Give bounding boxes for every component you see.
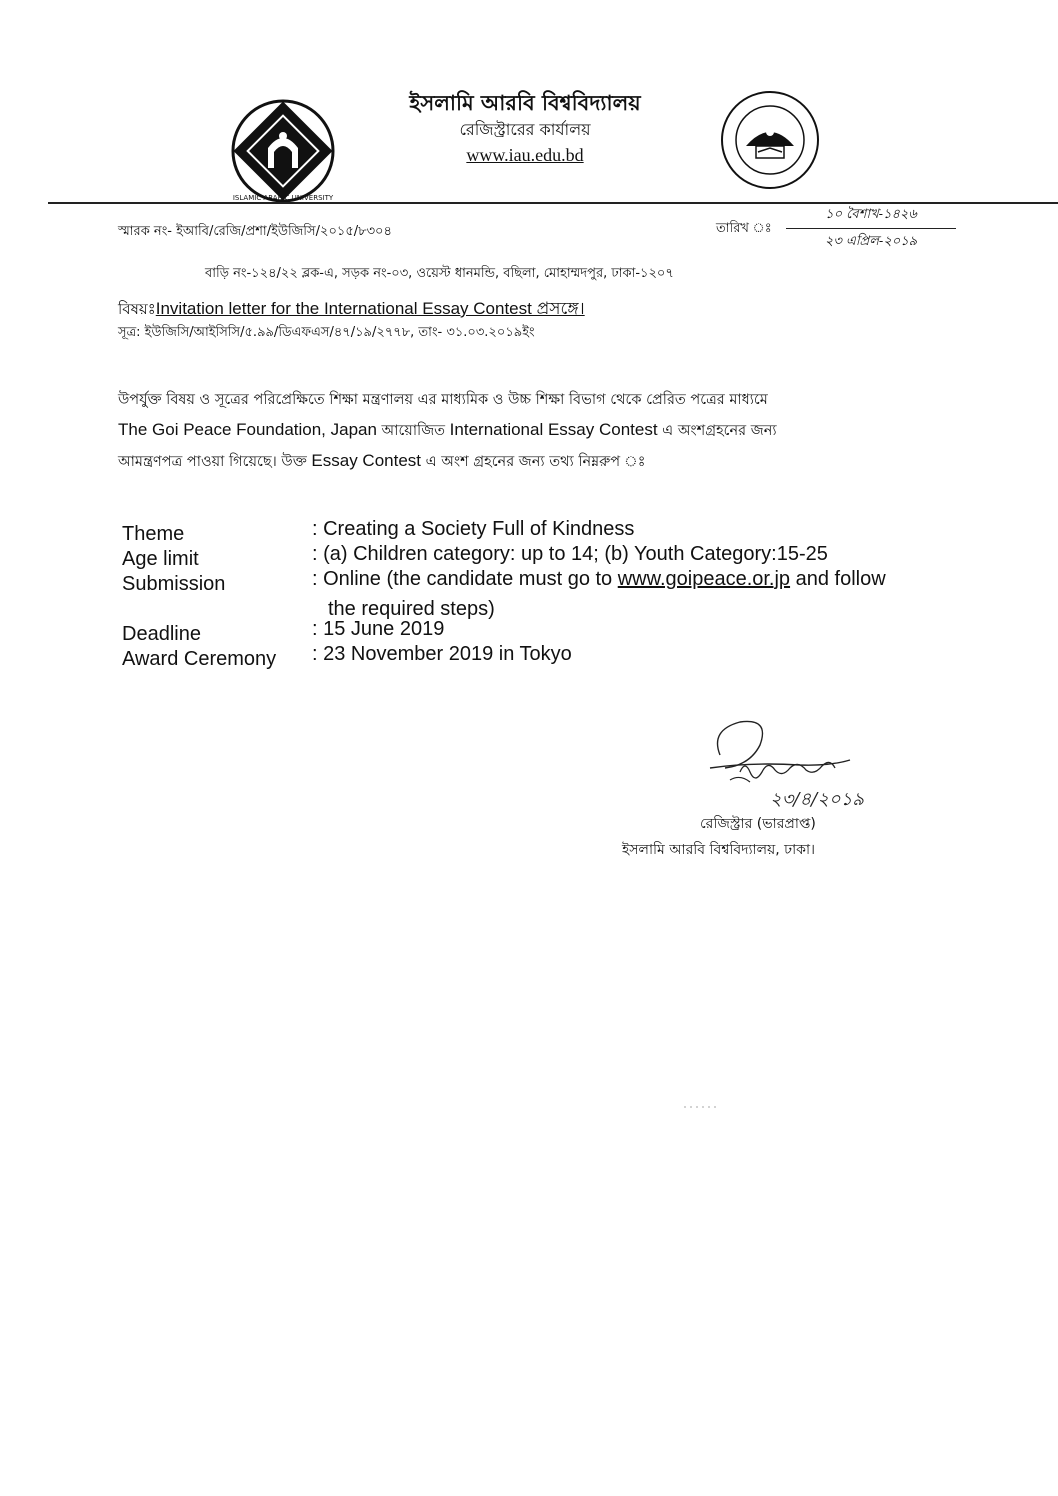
body-line-1: উপর্যুক্ত বিষয় ও সূত্রের পরিপ্রেক্ষিতে শিক্ষা মন্ত্রণালয় এর মাধ্যমিক ও উচ্চ শিক্ষা বিভাগ থেকে প্রেরিত পত্রের মাধ্যমে (118, 392, 768, 408)
detail-value: : (a) Children category: up to 14; (b) Youth Category:15-25 (312, 543, 828, 565)
submission-prefix: : Online (the candidate must go to (312, 568, 618, 590)
detail-value-continuation: the required steps) (328, 598, 495, 620)
submission-link[interactable]: www.goipeace.or.jp (617, 568, 791, 590)
org-website-link[interactable]: www.iau.edu.bd (466, 145, 584, 165)
signatory-organization: ইসলামি আরবি বিশ্ববিদ্যালয়, ঢাকা। (622, 842, 816, 858)
detail-value (312, 568, 886, 591)
body-foundation-name: The Goi Peace Foundation, Japan (118, 420, 377, 439)
date-label: তারিখ ঃ (716, 221, 772, 236)
body-text: এ অংশ গ্রহনের জন্য তথ্য নিম্নরুপ ঃ (421, 454, 646, 470)
subject-label: বিষয়ঃ (118, 300, 156, 318)
body-contest-short: Essay Contest (311, 451, 422, 470)
source-reference: সূত্র: ইউজিসি/আইসিসি/৫.৯৯/ডিএফএস/৪৭/১৯/২৭৭৮, তাং- ৩১.০৩.২০১৯ইং (118, 325, 535, 340)
header-divider (48, 202, 1058, 204)
org-office: রেজিস্ট্রারের কার্যালয় (459, 120, 591, 139)
detail-label: Submission (122, 573, 226, 595)
body-text: আয়োজিত (376, 423, 450, 439)
org-block (360, 88, 690, 168)
scan-specks (683, 1105, 723, 1109)
date-block (716, 205, 956, 255)
seal-left-text: ISLAMIC ARABIC UNIVERSITY (232, 194, 334, 202)
university-seal-left-icon (228, 96, 338, 206)
university-seal-right-icon (718, 88, 822, 192)
detail-value: : 23 November 2019 in Tokyo (312, 643, 572, 665)
subject-line (118, 296, 585, 324)
body-line-2 (118, 415, 978, 446)
signatory-title: রেজিস্ট্রার (ভারপ্রাপ্ত) (700, 816, 816, 832)
detail-label: Age limit (122, 548, 199, 570)
detail-label: Award Ceremony (122, 648, 277, 670)
handwritten-signature (690, 710, 890, 810)
body-text: এ অংশগ্রহনের জন্য (657, 423, 777, 439)
org-name: ইসলামি আরবি বিশ্ববিদ্যালয় (409, 90, 641, 115)
date-bangla: ১০ বৈশাখ-১৪২৬ (786, 205, 956, 229)
body-line-3 (118, 446, 978, 477)
submission-suffix: and follow (790, 568, 886, 590)
detail-label: Theme (122, 523, 185, 545)
memo-number: স্মারক নং- ইআবি/রেজি/প্রশা/ইউজিসি/২০১৫/৮৩০৪ (118, 224, 392, 239)
signature-date: ২৩/৪/২০১৯ (770, 789, 864, 810)
detail-value: : 15 June 2019 (312, 618, 445, 640)
detail-label: Deadline (122, 623, 201, 645)
detail-value: : Creating a Society Full of Kindness (312, 518, 635, 540)
body-text: আমন্ত্রণপত্র পাওয়া গিয়েছে। উক্ত (118, 454, 312, 470)
date-gregorian: ২৩ এপ্রিল-২০১৯ (824, 234, 918, 249)
org-address: বাড়ি নং-১২৪/২২ ব্লক-এ, সড়ক নং-০৩, ওয়েস্ট ধানমন্ডি, বছিলা, মোহাম্মদপুর, ঢাকা-১২০৭ (205, 266, 674, 281)
body-contest-name: International Essay Contest (449, 420, 658, 439)
subject-text: Invitation letter for the International Essay Contest প্রসঙ্গে। (155, 299, 585, 318)
body-paragraph (118, 386, 978, 477)
